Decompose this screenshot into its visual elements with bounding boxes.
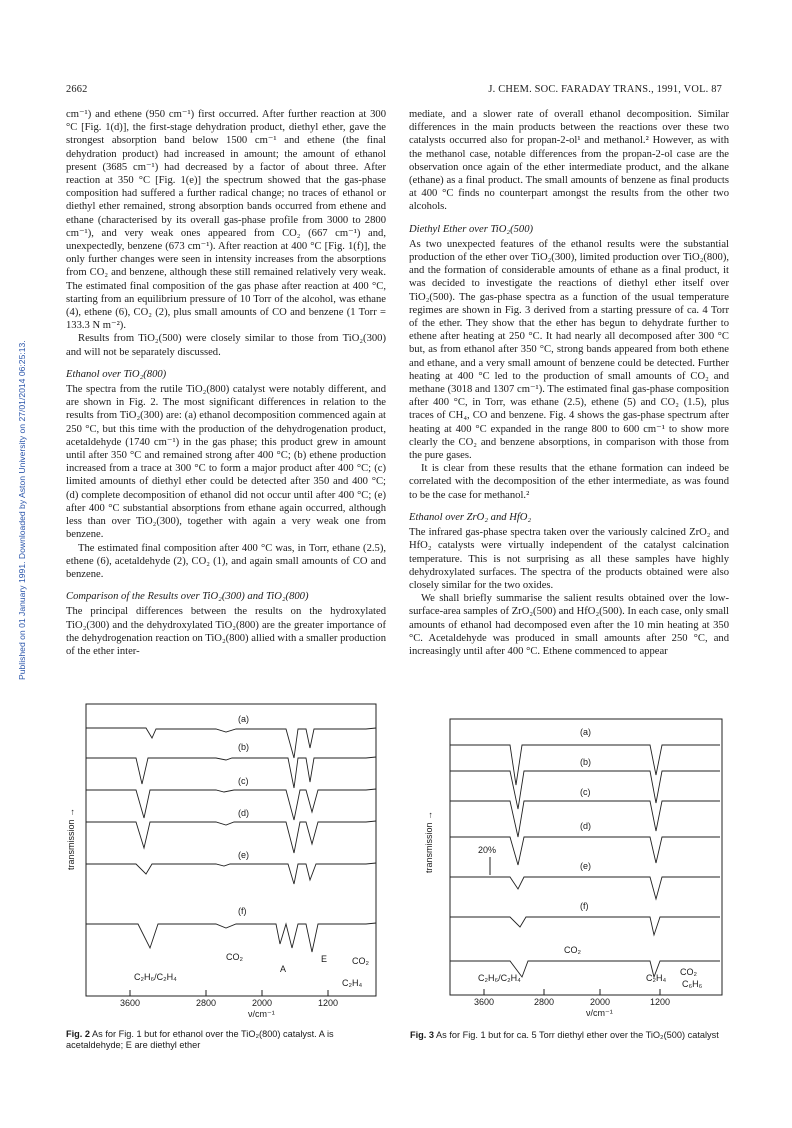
trace-label: (f) [238,906,247,916]
paragraph: The infrared gas-phase spectra taken over the variously calcined ZrO₂ and HfO₂ catalysts were virtually independent of the catalyst calcination temperature. This is not surprising as all these samples have highly dehydroxylated surfaces. The spectra of the products obtained were also closely similar for the two oxides. [409,527,729,591]
trace-label: (d) [580,821,591,831]
caption-text: As for Fig. 1 but for ethanol over the TiO₂(800) catalyst. A is acetaldehyde; E are diethyl ether [66,1029,334,1050]
annotation: A [280,964,287,974]
caption-label: Fig. 2 [66,1029,90,1039]
paragraph: mediate, and a slower rate of overall ethanol decomposition. Similar differences in the main products between the reactions over these two catalysts occurred also for propan-2-ol¹ and methanol.² However, as with the methanol case, notable differences from the propan-2-ol case are the observation once again of the ether intermediate product, and the alkane (ethane) as a final product. The small amounts of benzene as final products at 400 °C finds no counterpart amongst the results from the other two alcohols. [409,109,729,213]
x-tick-label: 3600 [120,998,141,1008]
x-axis-label: ν/cm⁻¹ [248,1009,275,1019]
x-tick-label: 2000 [252,998,273,1008]
paragraph: The estimated final composition after 400 °C was, in Torr, ethane (2.5), ethene (6), acetaldehyde (2), CO₂ (1), and again small amounts of CO and benzene. [66,542,386,580]
annotation: E [321,954,328,964]
paragraph: It is clear from these results that the ethane formation can indeed be correlated with the decomposition of the ether intermediate, as was found to be the case for methanol.² [409,463,729,501]
trace-label: (e) [580,861,591,871]
trace-label: (c) [580,787,591,797]
section-heading: Diethyl Ether over TiO₂(500) [409,223,534,235]
journal-header: J. CHEM. SOC. FARADAY TRANS., 1991, VOL. 87 [488,84,722,95]
trace-label: (e) [238,850,249,860]
x-tick-label: 3600 [474,997,495,1007]
annotation: CO₂ [564,945,581,955]
x-tick-label: 1200 [650,997,671,1007]
paragraph: We shall briefly summarise the salient results obtained over the low-surface-area samples of ZrO₂(500) and HfO₂(500). In each case, only small amounts of ethanol had decomposed even after the 10 min heating at 350 °C. Acetaldehyde was produced in small amounts after 250 °C, and increasingly until after 400 °C. Ethene commenced to appear [409,593,729,657]
trace-label: (a) [238,714,249,724]
paragraph: Results from TiO₂(500) were closely similar to those from TiO₂(300) and will not be separately discussed. [66,333,386,358]
figure-3 [410,705,730,1041]
section-heading: Ethanol over TiO₂(800) [66,368,167,380]
paragraph: As two unexpected features of the ethanol results were the substantial production of the ether over TiO₂(300), limited production over TiO₂(800), and the formation of considerable amounts of ethane as a final product, it was decided to investigate the reactions of diethyl ether itself over TiO₂(500). The gas-phase spectra as a function of the usual temperature regimes are shown in Fig. 3 derived from a starting pressure of ca. 4 Torr of the ether. They show that the ether has begun to dehydrate further to ethene after heating at 250 °C. It had nearly all decomposed after 300 °C but, as from ethanol after 350 °C, strong bands appeared from both ethene and ethane, and a very small amount of benzene could be detected. Further heating at 400 °C led to the production of small amounts of CO₂ and methane (3018 and 1307 cm⁻¹). The estimated final gas-phase composition after 400 °C, in Torr, was ethane (2.5), ethene (5) and CO₂ (1.5), plus traces of CH₄, CO and benzene. Fig. 4 shows the gas-phase spectrum after heating at 400 °C expanded in the range 800 to 600 cm⁻¹ to show more clearly the CO₂ and benzene absorptions, in comparison with those from the pure gases. [409,238,729,462]
annotation: C₂H₄ [342,978,363,988]
trace-label: (d) [238,808,249,818]
right-column [409,108,729,658]
caption-label: Fig. 3 [410,1030,434,1040]
scale-bar-label: 20% [478,845,497,855]
trace-label: (c) [238,776,249,786]
annotation: CO₂ [226,952,243,962]
annotation: C₂H₄ [646,973,667,983]
left-column [66,108,386,658]
section-heading: Comparison of the Results over TiO₂(300) and TiO₂(800) [66,591,309,603]
figure-3-labels [410,705,730,1021]
figure-2-labels [66,698,388,1020]
x-axis-label: ν/cm⁻¹ [586,1008,613,1018]
page-number: 2662 [66,84,88,95]
download-watermark [6,240,27,680]
paragraph: The spectra from the rutile TiO₂(800) catalyst were notably different, and are shown in Fig. 2. The most significant differences in relation to the results from TiO₂(300) are: (a) ethanol decomposition commenced again at 250 °C, but this time with the production of the dehydrogenation product, acetaldehyde (1740 cm⁻¹) in the gas phase; this product grew in amount until after 350 °C and remained strong after 400 °C; (b) ethene production increased from a trace at 300 °C to form a major product after 400 °C; (c) limited amounts of diethyl ether could be detected after 350 and 400 °C; (d) complete decomposition of ethanol did not occur until after 400 °C; (e) after 400 °C substantial absorptions from ethane again occurred, although less than over TiO₂(300), together with again a very weak one from benzene. [66,384,386,541]
x-tick-label: 2800 [534,997,555,1007]
y-axis-label: transmission → [424,810,435,874]
annotation: C₆H₆ [682,979,703,989]
trace-label: (a) [580,727,591,737]
x-tick-label: 2800 [196,998,217,1008]
annotation: CO₂ [680,967,697,977]
x-tick-label: 1200 [318,998,339,1008]
figure-2-caption [66,1029,388,1051]
paragraph: The principal differences between the results on the hydroxylated TiO₂(300) and the dehydroxylated TiO₂(800) are the greater importance of the dehydrogenation reaction on TiO₂(800) allied with a smaller production of the ether inter- [66,606,386,657]
annotation: CO₂ [352,956,369,966]
annotation: C₂H₆/C₂H₄ [478,973,521,983]
caption-text: As for Fig. 1 but for ca. 5 Torr diethyl ether over the TiO₂(500) catalyst [436,1030,719,1040]
trace-label: (f) [580,901,589,911]
figure-2 [66,698,388,1051]
trace-label: (b) [238,742,249,752]
paragraph: cm⁻¹) and ethene (950 cm⁻¹) first occurred. After further reaction at 300 °C [Fig. 1(d)], the first-stage dehydration product, diethyl ether, gave the strongest absorption band below 1500 cm⁻¹ and ethene (the final dehydration product) had increased in amount; the amount of ethanol present (3685 cm⁻¹) had decreased by a factor of about three. After reaction at 350 °C [Fig. 1(e)] the spectrum showed that the gas-phase composition had suffered a further radical change; no traces of ethanol or diethyl ether remained, strong absorption bands occurred from ethene and ethane (characterised by its overall gas-phase profile from 3000 to 2800 cm⁻¹), and very weak ones appeared from CO₂ (667 cm⁻¹) and, unexpectedly, benzene (673 cm⁻¹). After reaction at 400 °C [Fig. 1(f)], the only further changes were seen in intensity increases from the absorptions from CO₂ and benzene, although these still remained relatively very weak. The estimated final composition of the gas phase after reaction at 400 °C, starting from an equilibrium pressure of 10 Torr of the alcohol, was ethane (4), ethene (6), CO₂ (2), plus small amounts of CO and benzene (1 Torr = 133.3 N m⁻²). [66,109,386,332]
y-axis-label: transmission → [66,807,77,871]
annotation: C₂H₆/C₂H₄ [134,972,177,982]
x-tick-label: 2000 [590,997,611,1007]
figure-3-caption [410,1030,730,1041]
trace-label: (b) [580,757,591,767]
download-note: Published on 01 January 1991. Downloaded by Aston University on 27/01/2014 06:25:13. [17,340,27,680]
section-heading: Ethanol over ZrO₂ and HfO₂ [409,511,532,523]
